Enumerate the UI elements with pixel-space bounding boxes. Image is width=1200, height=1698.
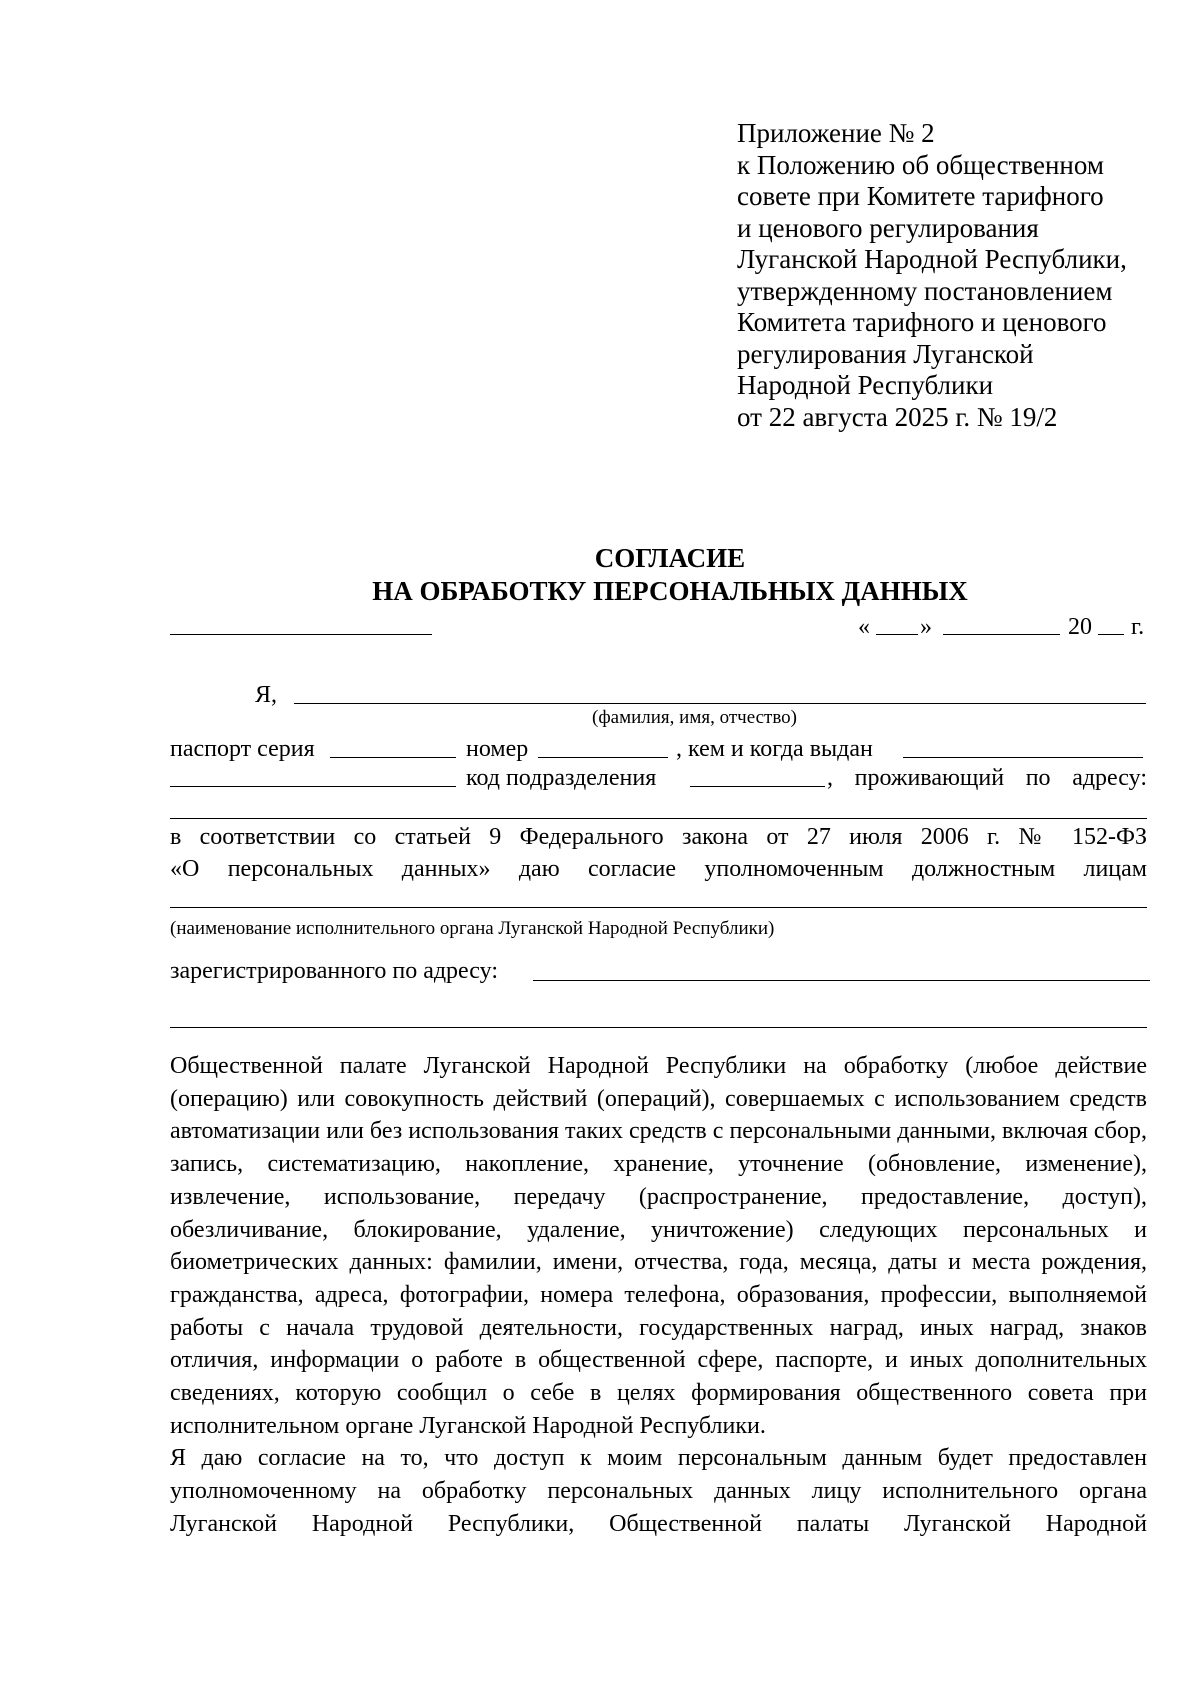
place-field-line[interactable] bbox=[170, 634, 432, 635]
residing-label: , проживающий по адресу: bbox=[827, 765, 1147, 791]
issued-by-field-line[interactable] bbox=[903, 757, 1143, 758]
organization-hint: (наименование исполнительного органа Луганской Народной Республики) bbox=[170, 918, 775, 939]
appendix-line: регулирования Луганской bbox=[737, 338, 1034, 369]
quote-close: » bbox=[920, 614, 932, 640]
year-suffix: г. bbox=[1131, 614, 1145, 640]
fio-field-line[interactable] bbox=[294, 703, 1146, 704]
appendix-line: от 22 августа 2025 г. № 19/2 bbox=[737, 401, 1058, 432]
organization-field-line[interactable] bbox=[170, 907, 1147, 908]
appendix-line: к Положению об общественном bbox=[737, 149, 1104, 180]
appendix-line: Комитета тарифного и ценового bbox=[737, 307, 1107, 337]
appendix-line: утвержденному постановлением bbox=[737, 275, 1113, 306]
issued-by-continuation-line[interactable] bbox=[170, 786, 456, 787]
document-subtitle: НА ОБРАБОТКУ ПЕРСОНАЛЬНЫХ ДАННЫХ bbox=[372, 576, 968, 606]
consent-paragraph-1: Общественной палате Луганской Народной Республики на обработку (любое действие (операцию) или совокупность действий (операций), совершаемых с использованием средств автоматизации или без использования таких средств с персональными данными, включая сбор, запись, систематизацию, накопление, хранение, уточнение (обновление, изменение), извлечение, использование, передачу (распространение, предоставление, доступ), обезличивание, блокирование, удаление, уничтожение) следующих персональных и биометрических данных: фамилии, имени, отчества, года, месяца, даты и места рождения, гражданства, адреса, фотографии, номера телефона, образования, профессии, выполняемой работы с начала трудовой деятельности, государственных наград, иных наград, знаков отличия, информации о работе в общественной сфере, паспорте, и иных дополнительных сведениях, которую сообщил о себе в целях формирования общественного совета при исполнительном органе Луганской Народной Республики. bbox=[170, 1053, 1147, 1439]
division-code-field-line[interactable] bbox=[690, 786, 825, 787]
appendix-line: Луганской Народной Республики, bbox=[737, 244, 1127, 274]
fio-hint: (фамилия, имя, отчество) bbox=[592, 707, 798, 728]
division-code-label: код подразделения bbox=[466, 765, 657, 791]
consent-body bbox=[170, 1050, 1147, 1541]
passport-number-field-line[interactable] bbox=[538, 757, 668, 758]
day-field-line[interactable] bbox=[876, 634, 918, 635]
issued-by-label: , кем и когда выдан bbox=[676, 736, 873, 762]
consent-paragraph-2: Я даю согласие на то, что доступ к моим персональным данным будет предоставлен уполномоченному на обработку персональных данных лицу исполнительного органа Луганской Народной Республики, Общественной палаты Луганской Народной bbox=[170, 1445, 1147, 1537]
quote-open: « bbox=[858, 614, 870, 640]
appendix-line: совете при Комитете тарифного bbox=[737, 181, 1104, 211]
i-label: Я, bbox=[255, 682, 278, 708]
appendix-line: Народной Республики bbox=[737, 370, 994, 400]
registered-address-continuation-line[interactable] bbox=[170, 1027, 1147, 1028]
residence-address-field-line[interactable] bbox=[170, 818, 1147, 819]
appendix-reference bbox=[737, 118, 1127, 433]
appendix-line: и ценового регулирования bbox=[737, 212, 1039, 243]
passport-series-label: паспорт серия bbox=[170, 736, 315, 762]
registered-address-label: зарегистрированного по адресу: bbox=[170, 958, 498, 984]
passport-series-field-line[interactable] bbox=[330, 757, 456, 758]
document-title: СОГЛАСИЕ bbox=[594, 543, 746, 573]
law-reference-line-2: «О персональных данных» даю согласие уполномоченным должностным лицам bbox=[170, 856, 1147, 882]
appendix-line: Приложение № 2 bbox=[737, 118, 935, 148]
month-field-line[interactable] bbox=[943, 634, 1060, 635]
passport-number-label: номер bbox=[466, 736, 529, 762]
law-reference-line-1: в соответствии со статьей 9 Федерального закона от 27 июля 2006 г. № 152-ФЗ bbox=[170, 824, 1147, 850]
year-prefix: 20 bbox=[1068, 614, 1092, 640]
year-field-line[interactable] bbox=[1098, 634, 1124, 635]
registered-address-field-line[interactable] bbox=[533, 980, 1150, 981]
